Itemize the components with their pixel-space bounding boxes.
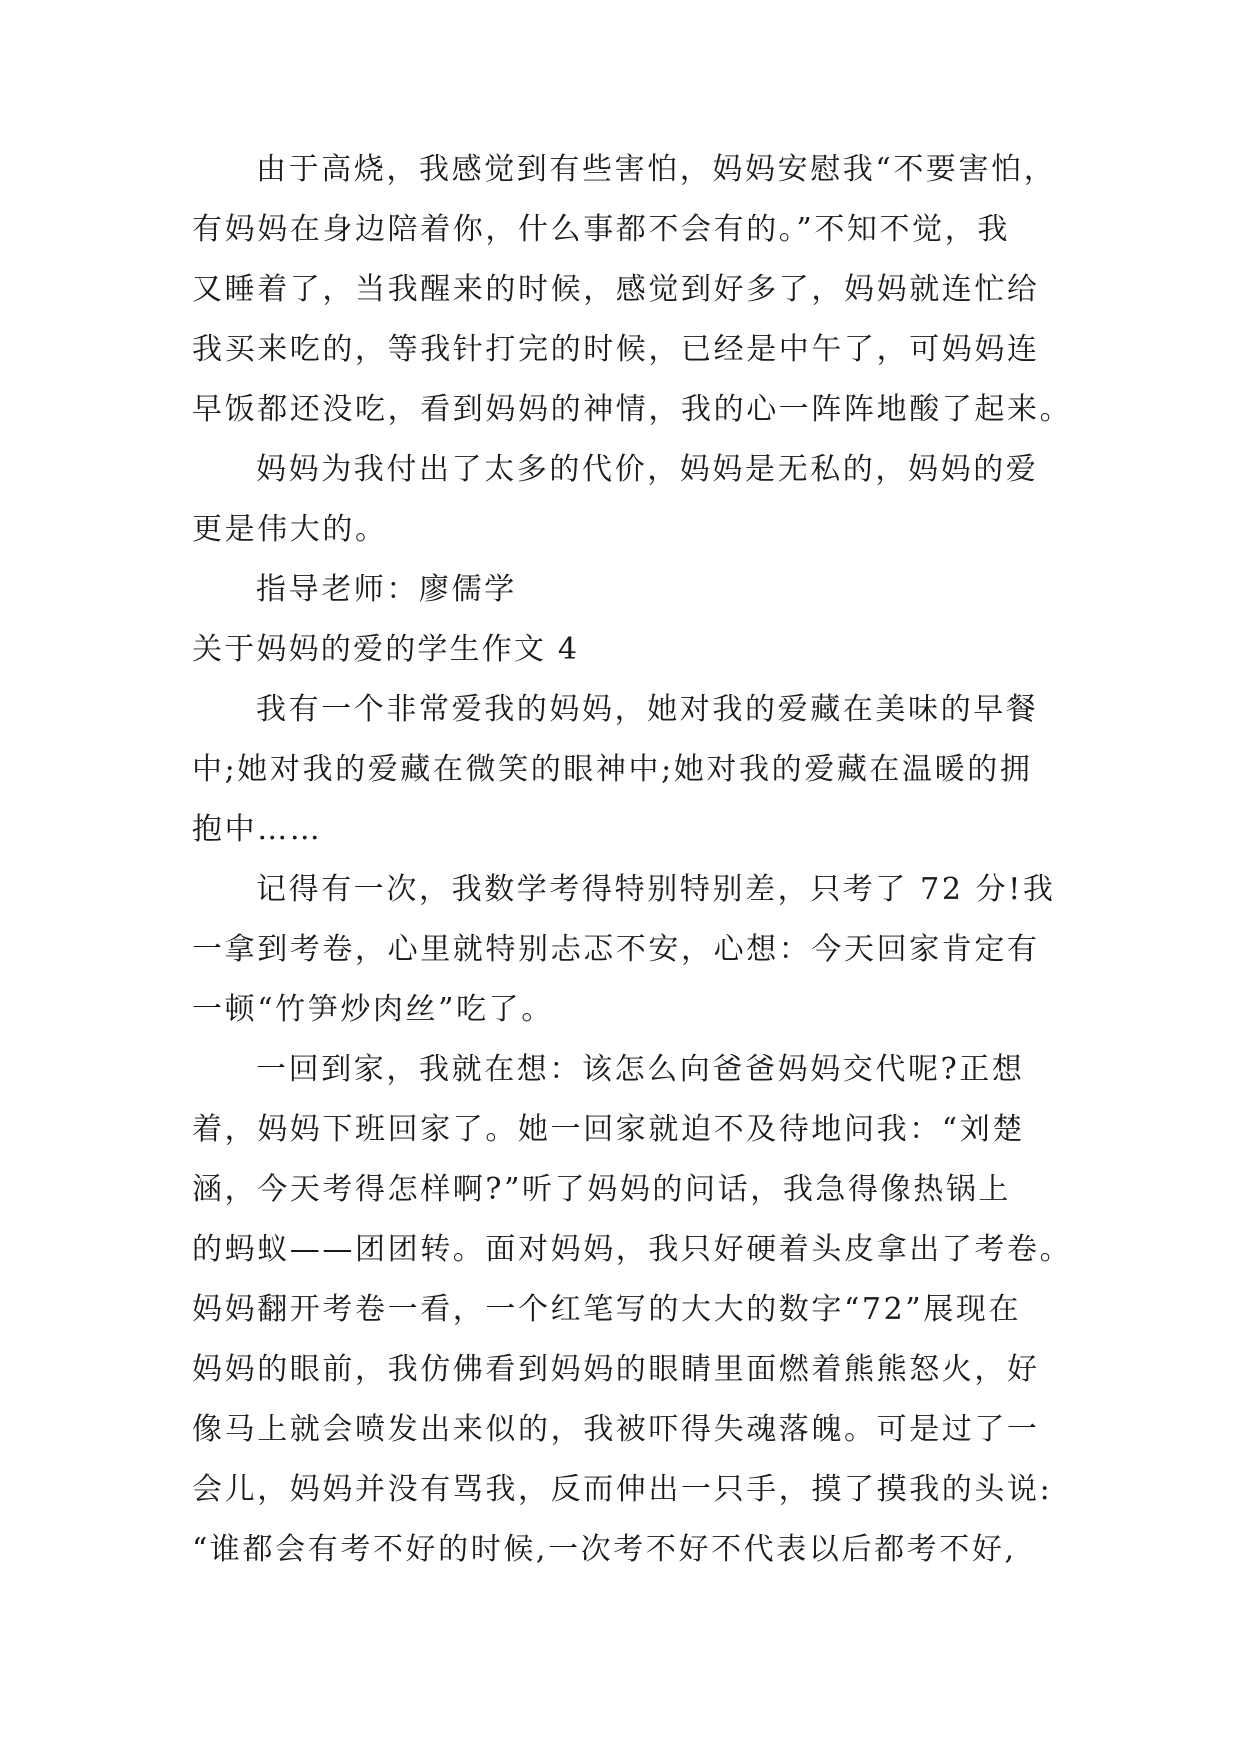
text-line: 有妈妈在身边陪着你，什么事都不会有的。”不知不觉，我 [192,212,1010,247]
text-line: 我买来吃的，等我针打完的时候，已经是中午了，可妈妈连 [192,332,1040,367]
text-line: 我有一个非常爱我的妈妈，她对我的爱藏在美味的早餐 [256,692,1039,727]
text-line: 一顿“竹笋炒肉丝”吃了。 [192,992,554,1027]
text-line: 又睡着了，当我醒来的时候，感觉到好多了，妈妈就连忙给 [192,272,1040,307]
section-heading: 关于妈妈的爱的学生作文 4 [192,632,580,667]
text-line: 更是伟大的。 [192,512,388,547]
text-line: 着，妈妈下班回家了。她一回家就迫不及待地问我：“刘楚 [192,1112,1025,1147]
text-line: 一回到家，我就在想：该怎么向爸爸妈妈交代呢?正想 [256,1052,1025,1087]
text-line: 妈妈的眼前，我仿佛看到妈妈的眼睛里面燃着熊熊怒火，好 [192,1352,1040,1387]
teacher-credit: 指导老师：廖儒学 [256,572,517,607]
text-line: 早饭都还没吃，看到妈妈的神情，我的心一阵阵地酸了起来。 [192,392,1073,427]
text-line: 会儿，妈妈并没有骂我，反而伸出一只手，摸了摸我的头说: [192,1472,1053,1507]
text-line: 妈妈为我付出了太多的代价，妈妈是无私的，妈妈的爱 [256,452,1039,487]
text-line: 抱中…… [192,812,323,847]
text-line: 记得有一次，我数学考得特别特别差，只考了 72 分!我 [256,872,1056,907]
text-line: “谁都会有考不好的时候,一次考不好不代表以后都考不好, [192,1532,1017,1567]
text-line: 妈妈翻开考卷一看，一个红笔写的大大的数字“72”展现在 [192,1292,1022,1327]
text-line: 由于高烧，我感觉到有些害怕，妈妈安慰我“不要害怕， [256,152,1057,187]
text-line: 像马上就会喷发出来似的，我被吓得失魂落魄。可是过了一 [192,1412,1040,1447]
text-line: 的蚂蚁——团团转。面对妈妈，我只好硬着头皮拿出了考卷。 [192,1232,1073,1267]
text-line: 一拿到考卷，心里就特别忐忑不安，心想：今天回家肯定有 [192,932,1040,967]
text-line: 中;她对我的爱藏在微笑的眼神中;她对我的爱藏在温暖的拥 [192,752,1033,787]
text-line: 涵，今天考得怎样啊?”听了妈妈的问话，我急得像热锅上 [192,1172,1012,1207]
